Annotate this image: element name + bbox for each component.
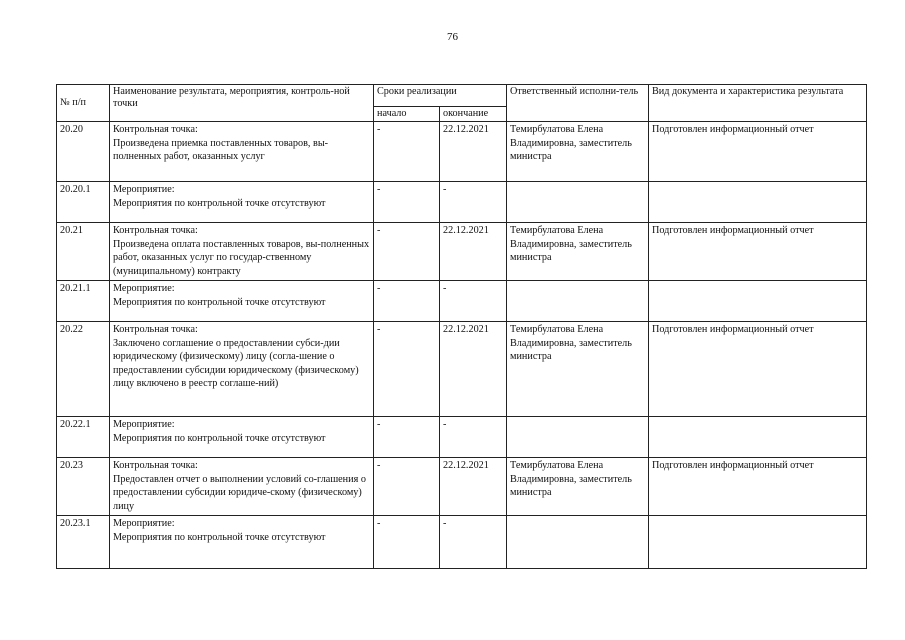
row-start: -: [374, 281, 440, 322]
page-number: 76: [447, 31, 458, 43]
header-end: окончание: [440, 107, 507, 122]
table-row: [57, 322, 867, 417]
row-name: [110, 223, 374, 281]
row-doc: Подготовлен информационный отчет: [649, 122, 867, 182]
row-start: -: [374, 417, 440, 458]
row-doc: [649, 417, 867, 458]
row-name: [110, 322, 374, 417]
row-name: [110, 417, 374, 458]
row-name-body: Мероприятия по контрольной точке отсутствуют: [113, 296, 326, 308]
row-num: 20.22.1: [57, 417, 110, 458]
row-name: [110, 516, 374, 569]
row-num: 20.20.1: [57, 182, 110, 223]
implementation-plan-table: [56, 84, 867, 569]
row-responsible: Темирбулатова Елена Владимировна, заместитель министра: [507, 322, 649, 417]
row-name-body: Мероприятия по контрольной точке отсутствуют: [113, 531, 326, 543]
row-name-body: Произведена приемка поставленных товаров, вы-полненных работ, оказанных услуг: [113, 137, 329, 162]
row-responsible: [507, 417, 649, 458]
row-name: [110, 182, 374, 223]
row-name-body: Мероприятия по контрольной точке отсутствуют: [113, 432, 326, 444]
header-doc: Вид документа и характеристика результата: [649, 85, 867, 122]
row-start: -: [374, 122, 440, 182]
row-end: -: [440, 417, 507, 458]
row-start: -: [374, 223, 440, 281]
row-start: -: [374, 182, 440, 223]
row-name-title: Мероприятие:: [113, 184, 175, 195]
row-num: 20.23.1: [57, 516, 110, 569]
row-responsible: Темирбулатова Елена Владимировна, заместитель министра: [507, 122, 649, 182]
table-row: [57, 281, 867, 322]
row-num: 20.21.1: [57, 281, 110, 322]
table-row: [57, 223, 867, 281]
row-name-title: Контрольная точка:: [113, 225, 198, 236]
row-responsible: [507, 516, 649, 569]
row-end: -: [440, 182, 507, 223]
row-responsible: Темирбулатова Елена Владимировна, заместитель министра: [507, 458, 649, 516]
header-responsible: Ответственный исполни-тель: [507, 85, 649, 122]
row-doc: Подготовлен информационный отчет: [649, 458, 867, 516]
table-row: [57, 182, 867, 223]
row-end: 22.12.2021: [440, 223, 507, 281]
row-end: 22.12.2021: [440, 322, 507, 417]
row-name-title: Контрольная точка:: [113, 324, 198, 335]
row-name-body: Предоставлен отчет о выполнении условий со-глашения о предоставлении субсидии юридиче-скому (физическому) лицу: [113, 473, 366, 512]
table-row: [57, 417, 867, 458]
table-row: [57, 122, 867, 182]
row-responsible: Темирбулатова Елена Владимировна, заместитель министра: [507, 223, 649, 281]
header-start: начало: [374, 107, 440, 122]
row-doc: [649, 182, 867, 223]
row-responsible: [507, 281, 649, 322]
row-num: 20.22: [57, 322, 110, 417]
row-num: 20.21: [57, 223, 110, 281]
row-doc: Подготовлен информационный отчет: [649, 322, 867, 417]
table-header-row: [57, 85, 867, 107]
row-doc: [649, 516, 867, 569]
row-num: 20.20: [57, 122, 110, 182]
row-name-title: Мероприятие:: [113, 283, 175, 294]
header-num: № п/п: [57, 85, 110, 122]
row-name-body: Заключено соглашение о предоставлении субси-дии юридическому (физическому) лицу (согла-шение о предоставлении субсидии юридическому (физическому) лицу включено в реестр соглаше-ний): [113, 337, 359, 389]
row-name: [110, 458, 374, 516]
table-row: [57, 458, 867, 516]
row-start: -: [374, 516, 440, 569]
row-end: 22.12.2021: [440, 458, 507, 516]
row-name: [110, 281, 374, 322]
row-start: -: [374, 322, 440, 417]
row-name-body: Мероприятия по контрольной точке отсутствуют: [113, 197, 326, 209]
row-num: 20.23: [57, 458, 110, 516]
header-terms: Сроки реализации: [374, 85, 507, 107]
row-name-body: Произведена оплата поставленных товаров, вы-полненных работ, оказанных услуг по государ-ственному (муниципальному) контракту: [113, 238, 370, 277]
row-name-title: Мероприятие:: [113, 419, 175, 430]
row-end: -: [440, 281, 507, 322]
row-name-title: Контрольная точка:: [113, 124, 198, 135]
header-name: Наименование результата, мероприятия, контроль-ной точки: [110, 85, 374, 122]
row-responsible: [507, 182, 649, 223]
table-row: [57, 516, 867, 569]
row-doc: Подготовлен информационный отчет: [649, 223, 867, 281]
row-name-title: Мероприятие:: [113, 518, 175, 529]
row-name: [110, 122, 374, 182]
row-end: 22.12.2021: [440, 122, 507, 182]
row-start: -: [374, 458, 440, 516]
row-end: -: [440, 516, 507, 569]
row-name-title: Контрольная точка:: [113, 460, 198, 471]
row-doc: [649, 281, 867, 322]
